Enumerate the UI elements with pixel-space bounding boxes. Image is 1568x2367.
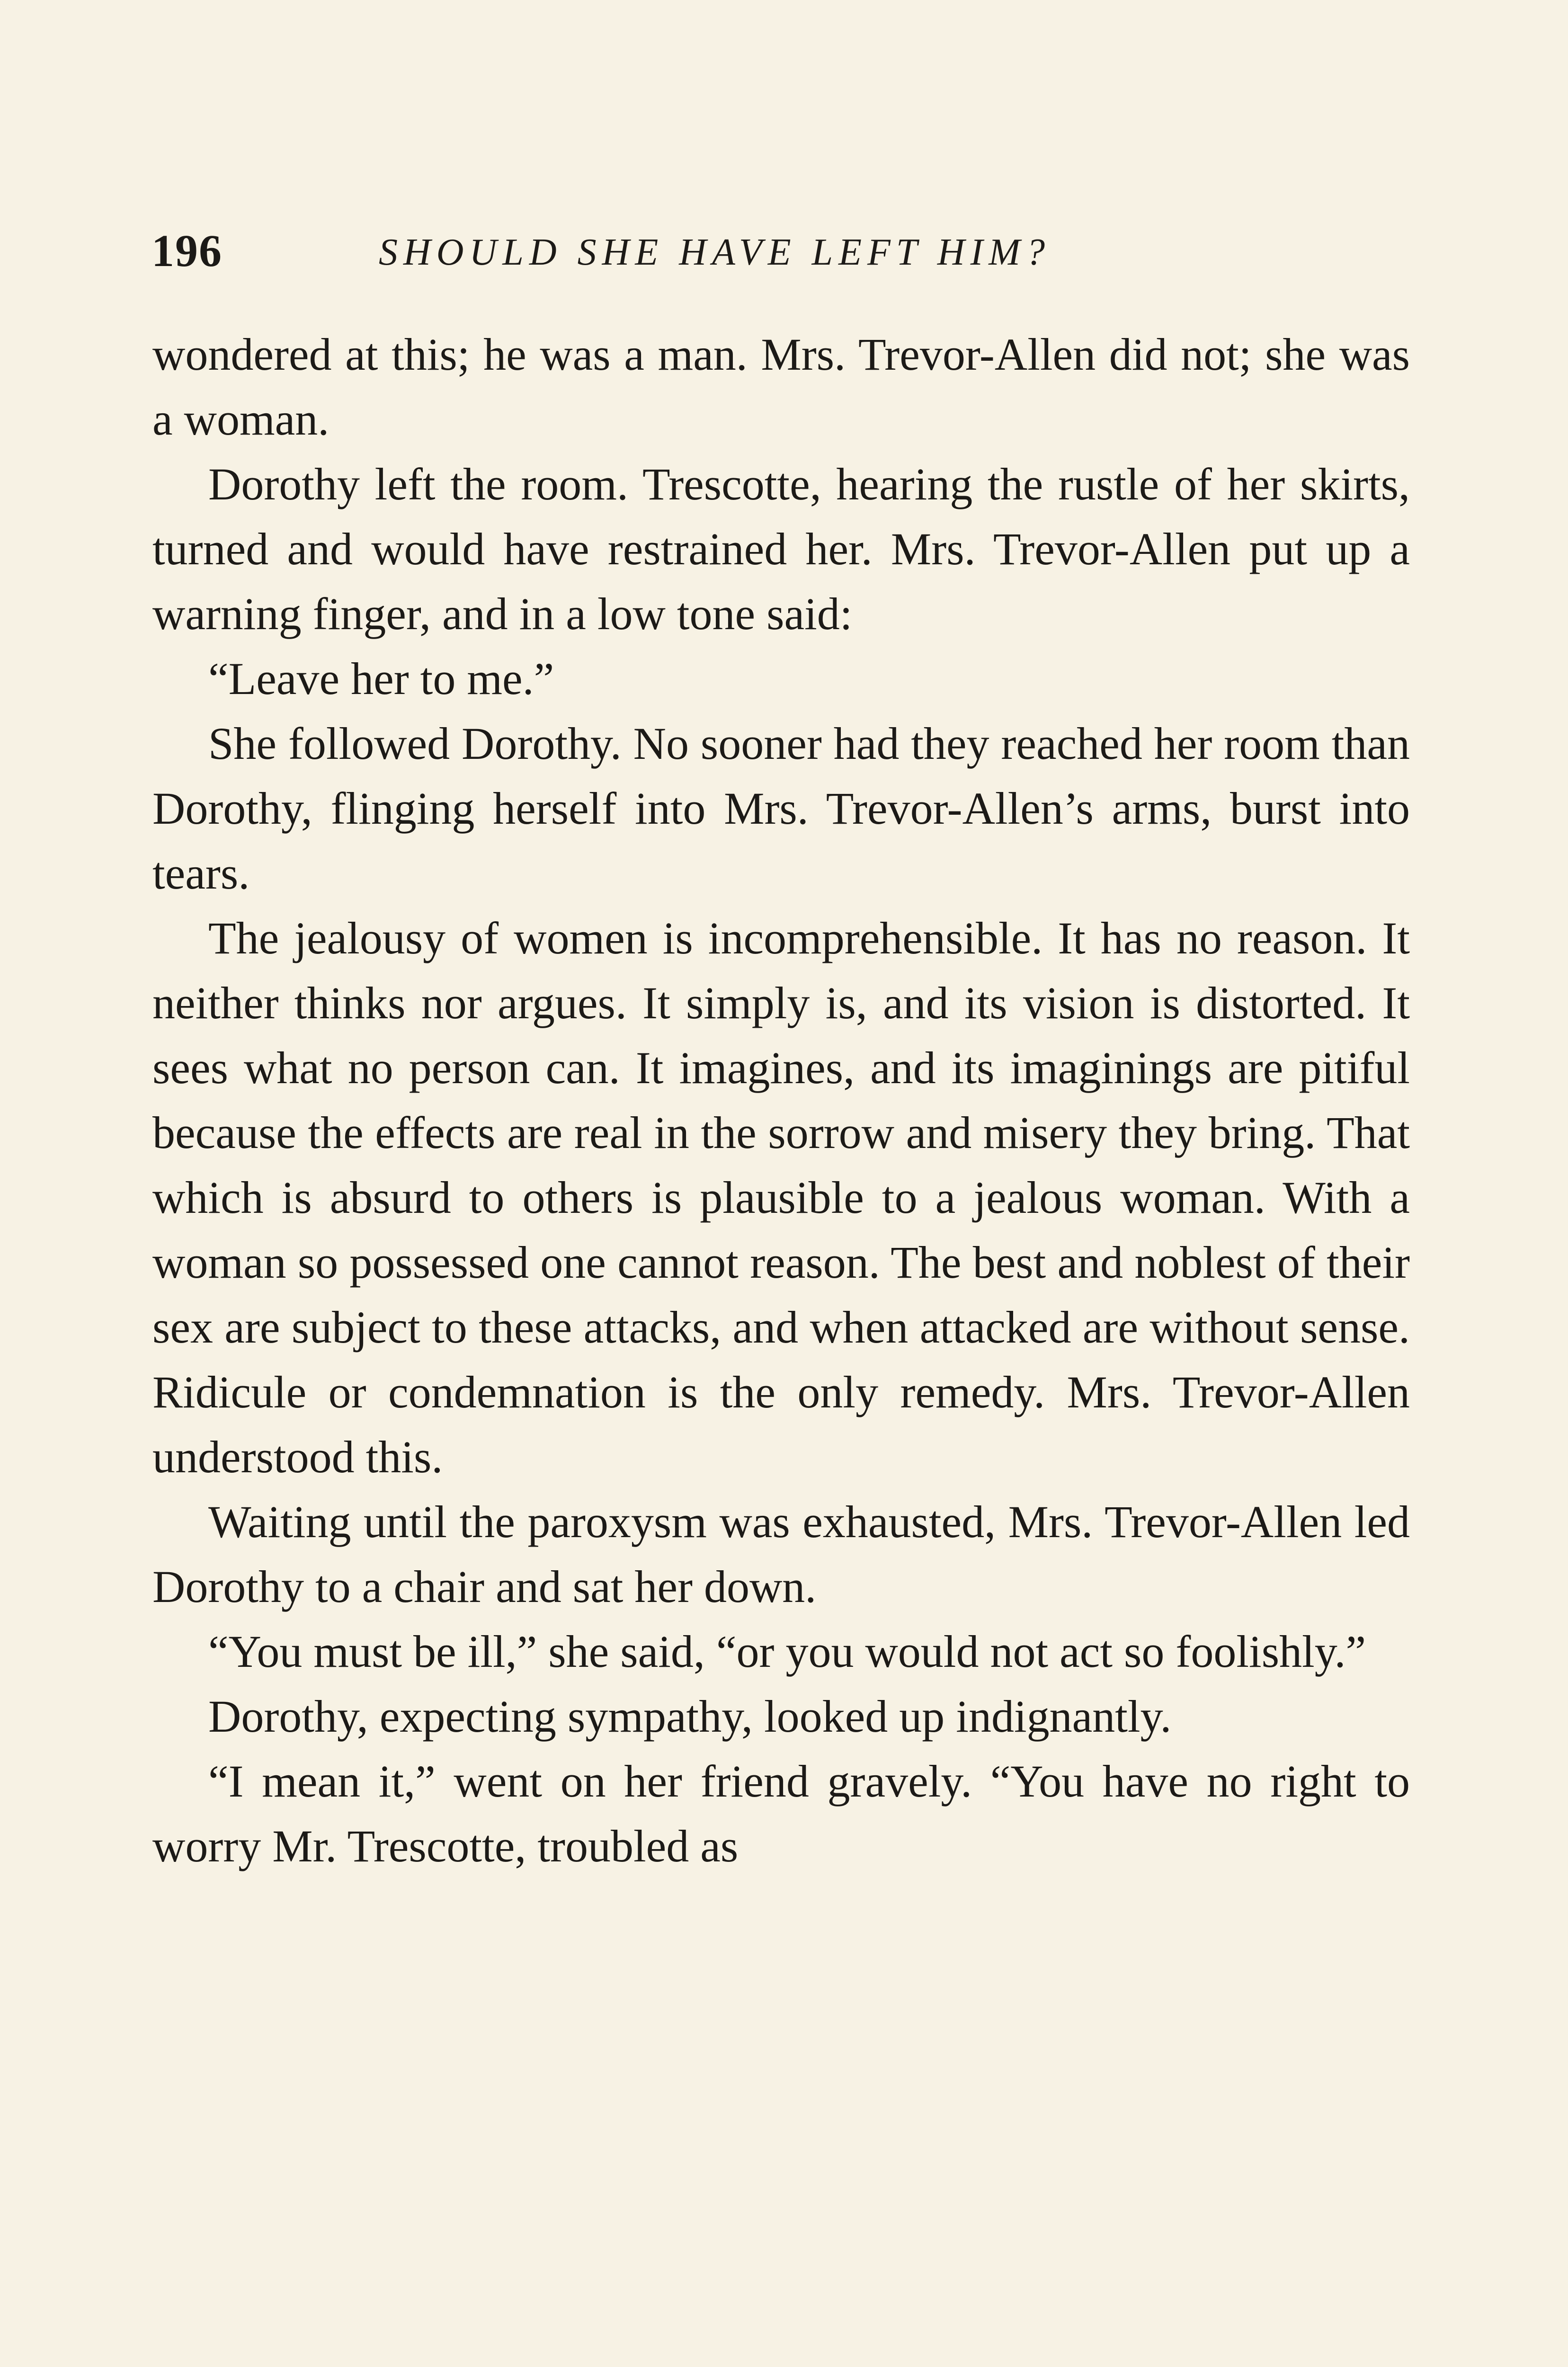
paragraph: wondered at this; he was a man. Mrs. Trevor-Allen did not; she was a woman.	[152, 329, 1410, 445]
paragraph: She followed Dorothy. No sooner had they reached her room than Dorothy, flinging herself into Mrs. Trevor-Allen’s arms, burst into tears.	[152, 718, 1410, 899]
paragraph: “You must be ill,” she said, “or you would not act so foolishly.”	[208, 1626, 1366, 1677]
paragraph: “I mean it,” went on her friend gravely. “You have no right to worry Mr. Trescotte, troubled as	[152, 1756, 1410, 1871]
page-number: 196	[151, 225, 223, 276]
page-header	[151, 222, 1411, 279]
paragraph: Dorothy left the room. Trescotte, hearing the rustle of her skirts, turned and would have restrained her. Mrs. Trevor-Allen put up a warning finger, and in a low tone said:	[152, 459, 1410, 639]
paragraph: Dorothy, expecting sympathy, looked up indignantly.	[208, 1691, 1172, 1742]
body-text	[152, 322, 1410, 1878]
paragraph: The jealousy of women is incomprehensible. It has no reason. It neither thinks nor argues. It simply is, and its vision is distorted. It sees what no person can. It imagines, and its imaginings are pitiful because the effects are real in the sorrow and misery they bring. That which is absurd to others is plausible to a jealous woman. With a woman so possessed one cannot reason. The best and noblest of their sex are subject to these attacks, and when attacked are without sense. Ridicule or condemnation is the only remedy. Mrs. Trevor-Allen understood this.	[152, 913, 1410, 1482]
running-head: SHOULD SHE HAVE LEFT HIM?	[379, 231, 1051, 273]
paragraph: “Leave her to me.”	[208, 653, 554, 704]
paragraph: Waiting until the paroxysm was exhausted, Mrs. Trevor-Allen led Dorothy to a chair and sat her down.	[152, 1496, 1410, 1612]
